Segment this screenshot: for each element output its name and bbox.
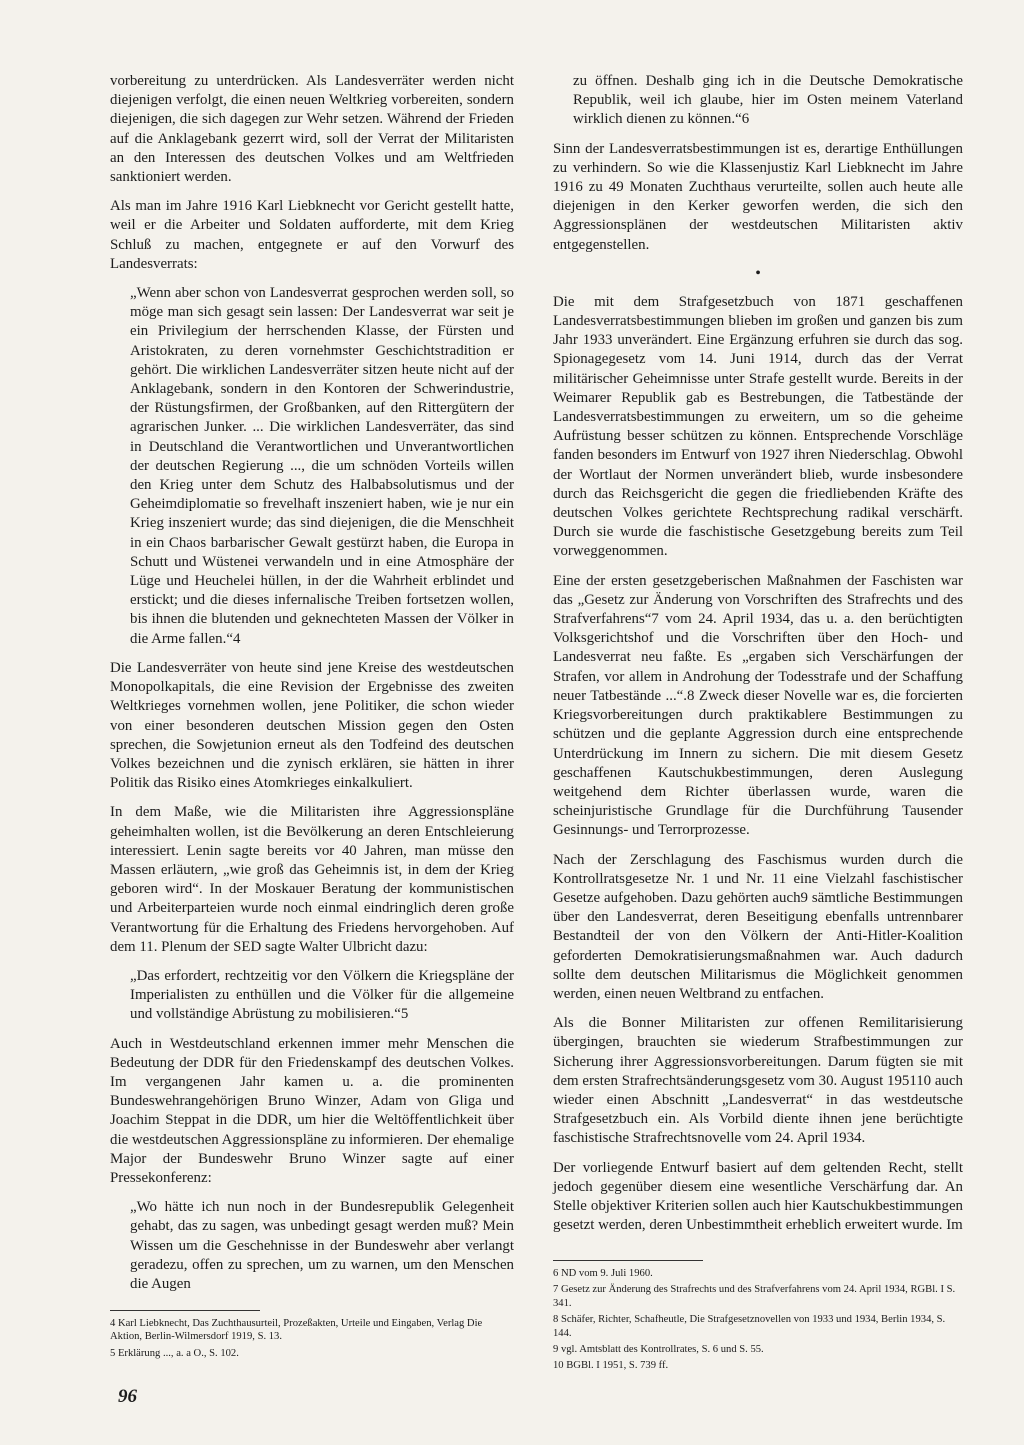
footnote: 4 Karl Liebknecht, Das Zuchthausurteil, Prozeßakten, Urteile und Eingaben, Verlag Die Aktion, Berlin-Wilmersdorf 1919, S. 13. [110, 1318, 483, 1343]
footnote: 7 Gesetz zur Änderung des Strafrechts und des Strafverfahrens vom 24. April 1934, RGBl. I S. 341. [553, 1284, 956, 1309]
block-quote: „Wenn aber schon von Landesverrat gesprochen werden soll, so möge man sich gesagt sein lassen: Der Landesverrat war seit je ein Privilegium der herrschenden Klasse, der Fürsten und Aristokraten, zu deren vornehmster Geschichtstradition er gehört. Die wirklichen Landesverräter sitzen heute nicht auf der Anklagebank, sondern in den Kontoren der Schwerindustrie, der Rüstungsfirmen, der Großbanken, auf den Rittergütern der agrarischen Junker. ... Die wirklichen Landesverräter, das sind in Deutschland die Verantwortlichen und Unverantwortlichen der deutschen Regierung ..., die um schnöden Vorteils willen den Krieg unter dem Schutz des Halbabsolutismus und der Geheimdiplomatie so frevelhaft inszeniert haben, wie je nur ein Krieg inszeniert wurde; das sind diejenigen, die die Menschheit in ein Chaos barbarischer Gewalt gestürzt haben, die Europa in Schutt und Wüstenei verwandeln und in eine Atmosphäre der Lüge und Heuchelei hüllen, in der die Wahrheit erblindet und erstickt; und die dieses infernalische Treiben fortsetzen wollen, bis ihnen die blutenden und geknechteten Massen der Völker in die Arme fallen.“4 [130, 285, 514, 647]
paragraph: Der vorliegende Entwurf basiert auf dem geltenden Recht, stellt jedoch gegenüber diesem eine wesentliche Verschärfung dar. An Stelle objektiver Kriterien sollen auch hier Kautschukbestimmungen gesetzt werden, deren Unbestimmtheit erheblich erweitert wurde. Im [553, 1159, 963, 1234]
section-separator: • [755, 264, 761, 282]
footnote: 5 Erklärung ..., a. a O., S. 102. [110, 1347, 239, 1359]
footnotes-right [553, 1250, 963, 1376]
paragraph: In dem Maße, wie die Militaristen ihre Aggressionspläne geheimhalten wollen, ist die Bevölkerung an deren Entschleierung interessiert. Lenin sagte bereits vor 40 Jahren, man müsse den Massen erläutern, „wie groß das Geheimnis ist, in dem der Krieg geboren wird“. In der Moskauer Beratung der kommunistischen und Arbeiterparteien wurde noch einmal eindringlich deren große Verantwortung für die Erhaltung des Friedens hervorgehoben. Auf dem 11. Plenum der SED sagte Walter Ulbricht dazu: [110, 804, 514, 955]
paragraph: vorbereitung zu unterdrücken. Als Landesverräter werden nicht diejenigen verfolgt, die einen neuen Weltkrieg vorbereiten, sondern diejenigen, die sich dagegen zur Wehr setzen. Während der Frieden auf die Anklagebank gezerrt wird, soll der Verrat der Militaristen an den Interessen des deutschen Volkes und am Weltfrieden sanktioniert werden. [110, 73, 514, 186]
footnote-rule [553, 1260, 703, 1261]
paragraph: Als man im Jahre 1916 Karl Liebknecht vor Gericht gestellt hatte, weil er die Arbeiter und Soldaten aufforderte, mit dem Krieg Schluß zu machen, entgegnete er auf den Vorwurf des Landesverrats: [110, 198, 514, 272]
paragraph: Die Landesverräter von heute sind jene Kreise des westdeutschen Monopolkapitals, die eine Revision der Ergebnisse des zweiten Weltkrieges vornehmen wollen, jene Politiker, die schon wieder von einer besonderen deutschen Mission gegen den Osten sprechen, die Sowjetunion erneut als den Todfeind des deutschen Volkes bezeichnen und die zynisch erklären, sie hätten in ihrer Politik das Risiko eines Atomkrieges einkalkuliert. [110, 659, 514, 792]
paragraph: Die mit dem Strafgesetzbuch von 1871 geschaffenen Landesverratsbestimmungen blieben im großen und ganzen bis zum Jahr 1933 unverändert. Eine Ergänzung erfuhren sie durch das sog. Spionagegesetz vom 14. Juni 1914, durch das der Verrat militärischer Geheimnisse unter Strafe gestellt wurde. Bereits in der Weimarer Republik gab es Bestrebungen, die Tatbestände der Landesverratsbestimmungen zu erweitern, um so die geheime Aufrüstung besser schützen zu können. Entsprechende Vorschläge fanden besonders im Entwurf von 1927 ihren Niederschlag. Obwohl der Wortlaut der Normen unverändert blieb, wurde insbesondere durch das Reichsgericht die gegen die friedliebenden Kräfte des deutschen Volkes gerichtete Rechtsprechung radikal verschärft. Durch sie wurde die faschistische Gesetzgebung bereits zum Teil vorweggenommen. [553, 293, 963, 560]
block-quote: „Wo hätte ich nun noch in der Bundesrepublik Gelegenheit gehabt, das zu sagen, was unbedingt gesagt werden muß? Mein Wissen um die Geschehnisse in der Bundeswehr aber verlangt geradezu, offen zu sprechen, um zu warnen, um den Menschen die Augen [130, 1199, 514, 1292]
footnote: 6 ND vom 9. Juli 1960. [553, 1268, 653, 1279]
footnotes-left [110, 1300, 514, 1363]
footnote: 8 Schäfer, Richter, Schafheutle, Die Strafgesetznovellen von 1933 und 1934, Berlin 1934, S. 144. [553, 1314, 946, 1339]
right-column [553, 72, 963, 1245]
footnote-rule [110, 1310, 260, 1311]
block-quote: „Das erfordert, rechtzeitig vor den Völkern die Kriegspläne der Imperialisten zu enthüllen und die Völker für die allgemeine und vollständige Abrüstung zu mobilisieren.“5 [130, 967, 514, 1023]
paragraph: Nach der Zerschlagung des Faschismus wurden durch die Kontrollratsgesetze Nr. 1 und Nr. 11 eine Vielzahl faschistischer Gesetze aufgehoben. Dazu gehörten auch9 sämtliche Bestimmungen über den Landesverrat, deren Beseitigung ebenfalls untrennbarer Bestandteil der von den Völkern der Anti-Hitler-Koalition geforderten Demokratisierungsmaßnahmen war. Auch dadurch sollte dem deutschen Militarismus die Möglichkeit genommen werden, einen neuen Weltbrand zu entfachen. [553, 851, 963, 1002]
footnote: 10 BGBl. I 1951, S. 739 ff. [553, 1360, 669, 1372]
page-number: 96 [118, 1386, 137, 1407]
left-column [110, 72, 514, 1304]
footnote: 9 vgl. Amtsblatt des Kontrollrates, S. 6 und S. 55. [553, 1344, 764, 1356]
paragraph: Eine der ersten gesetzgeberischen Maßnahmen der Faschisten war das „Gesetz zur Änderung von Vorschriften des Strafrechts und des Strafverfahrens“7 vom 24. April 1934, das u. a. den berüchtigten Volksgerichtshof und die Vorschriften über den Hoch- und Landesverrat neu faßte. Es „ergaben sich Verschärfungen der Strafen, vor allem in Androhung der Todesstrafe und der Schaffung neuer Tatbestände ...“.8 Zweck dieser Novelle war es, die forcierten Kriegsvorbereitungen durch praktikablere Bestimmungen zu schützen und die geplante Aggression durch eine entsprechende Unterdrückung im Innern zu sichern. Die mit diesem Gesetz geschaffenen Kautschukbestimmungen, deren Auslegung weitgehend dem Richter überlassen wurde, waren die scheinjuristische Grundlage für die Durchführung Tausender Gesinnungs- und Terrorprozesse. [553, 572, 963, 839]
paragraph: Als die Bonner Militaristen zur offenen Remilitarisierung übergingen, brauchten sie wiederum Strafbestimmungen zur Sicherung ihrer Aggressionsvorbereitungen. Darum fügten sie mit dem ersten Strafrechtsänderungsgesetz vom 30. August 195110 auch wieder einen Abschnitt „Landesverrat“ in das westdeutsche Strafgesetzbuch ein. Als Vorbild diente ihnen jene berüchtigte faschistische Strafrechtsnovelle vom 24. April 1934. [553, 1015, 963, 1147]
paragraph: Sinn der Landesverratsbestimmungen ist es, derartige Enthüllungen zu verhindern. So wie die Klassenjustiz Karl Liebknecht im Jahre 1916 zu 49 Monaten Zuchthaus verurteilte, sollen auch heute alle diejenigen in den Kerker geworfen werden, die sich den Aggressionsplänen der westdeutschen Militaristen aktiv entgegenstellen. [553, 140, 963, 253]
paragraph: Auch in Westdeutschland erkennen immer mehr Menschen die Bedeutung der DDR für den Friedenskampf des deutschen Volkes. Im vergangenen Jahr kamen u. a. die prominenten Bundeswehrangehörigen Bruno Winzer, Adam von Gliga und Joachim Steppat in die DDR, um hier die Weltöffentlichkeit über die westdeutschen Aggressionspläne zu informieren. Der ehemalige Major der Bundeswehr Bruno Winzer sagte auf einer Pressekonferenz: [110, 1035, 514, 1186]
block-quote: zu öffnen. Deshalb ging ich in die Deutsche Demokratische Republik, weil ich glaube, hier im Osten meinem Vaterland wirklich dienen zu können.“6 [573, 73, 963, 128]
